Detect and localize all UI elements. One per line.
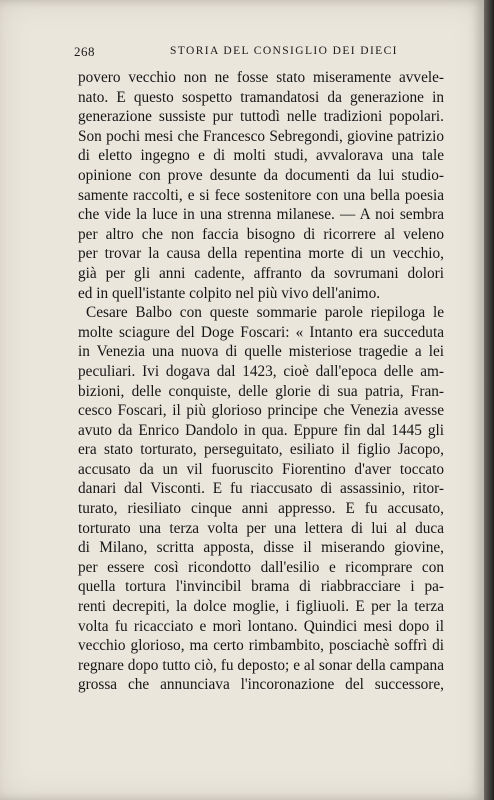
text-line: danari dal Visconti. E fu riaccusato di assassinio, ritor- <box>78 480 444 498</box>
text-line: per altro che non faccia bisogno di ricorrere al veleno <box>78 225 444 243</box>
text-line: regnare dopo tutto ciò, fu deposto; e al sonar della campana <box>78 656 444 674</box>
text-line: quella tortura l'invincibil brama di riabbracciare i pa- <box>78 578 444 596</box>
text-line: per essere così ricondotto dall'esilio e ricomprare con <box>78 558 444 576</box>
text-line: cesco Foscari, il più glorioso principe che Venezia avesse <box>78 402 444 420</box>
text-line: turato, riesiliato cinque anni appresso. E fu accusato, <box>78 500 444 518</box>
text-line: generazione sussiste pur tuttodì nelle tradizioni popolari. <box>78 108 444 126</box>
text-line: ed in quell'istante colpito nel più vivo dell'animo. <box>78 284 381 302</box>
text-line: torturato una terza volta per una lettera di lui al duca <box>78 519 444 537</box>
text-line: di Milano, scritta apposta, disse il miserando giovine, <box>78 539 444 557</box>
body-text <box>78 68 444 695</box>
text-line: che vide la luce in una strenna milanese. — A noi sembra <box>78 206 444 224</box>
text-line: di eletto ingegno e di molti studi, avvalorava una tale <box>78 147 444 165</box>
text-line: povero vecchio non ne fosse stato miseramente avvele- <box>78 69 444 86</box>
text-line: samente raccolti, e si fece sostenitore con una bella poesia <box>78 186 444 204</box>
text-line: accusato da un vil fuoruscito Fiorentino d'aver toccato <box>78 460 444 478</box>
page-header <box>74 44 446 64</box>
running-title: STORIA DEL CONSIGLIO DEI DIECI <box>170 45 398 57</box>
text-line: avuto da Enrico Dandolo in qua. Eppure fin dal 1445 gli <box>78 421 444 439</box>
text-line: molte sciagure del Doge Foscari: « Intanto era succeduta <box>78 323 444 341</box>
text-line: nato. E questo sospetto tramandatosi da generazione in <box>78 88 444 106</box>
text-line: vecchio glorioso, ma certo rimbambito, posciachè soffrì di <box>78 637 444 655</box>
text-line: già per gli anni cadente, affranto da sovrumani dolori <box>78 264 444 282</box>
text-line: Son pochi mesi che Francesco Sebregondi, giovine patrizio <box>78 127 444 145</box>
text-line: era stato torturato, perseguitato, esiliato il figlio Jacopo, <box>78 441 444 459</box>
text-line: in Venezia una nuova di quelle misteriose tragedie a lei <box>78 343 444 361</box>
text-line: renti decrepiti, la dolce moglie, i figliuoli. E per la terza <box>78 598 444 616</box>
text-line: opinione con prove desunte da documenti da lui studio- <box>78 166 444 184</box>
text-line: per trovar la causa della repentina morte di un vecchio, <box>78 245 444 263</box>
text-line: volta fu ricacciato e morì lontano. Quindici mesi dopo il <box>78 617 444 635</box>
page-number: 268 <box>74 44 95 59</box>
text-line: Cesare Balbo con queste sommarie parole riepiloga le <box>86 304 444 322</box>
page-edge-shadow <box>484 0 494 800</box>
text-line: grossa che annunciava l'incoronazione del successore, <box>78 676 444 694</box>
text-line: peculiari. Ivi dogava dal 1423, cioè dall'epoca delle am- <box>78 362 444 380</box>
text-line: bizioni, delle conquiste, delle glorie di sua patria, Fran- <box>78 382 444 400</box>
